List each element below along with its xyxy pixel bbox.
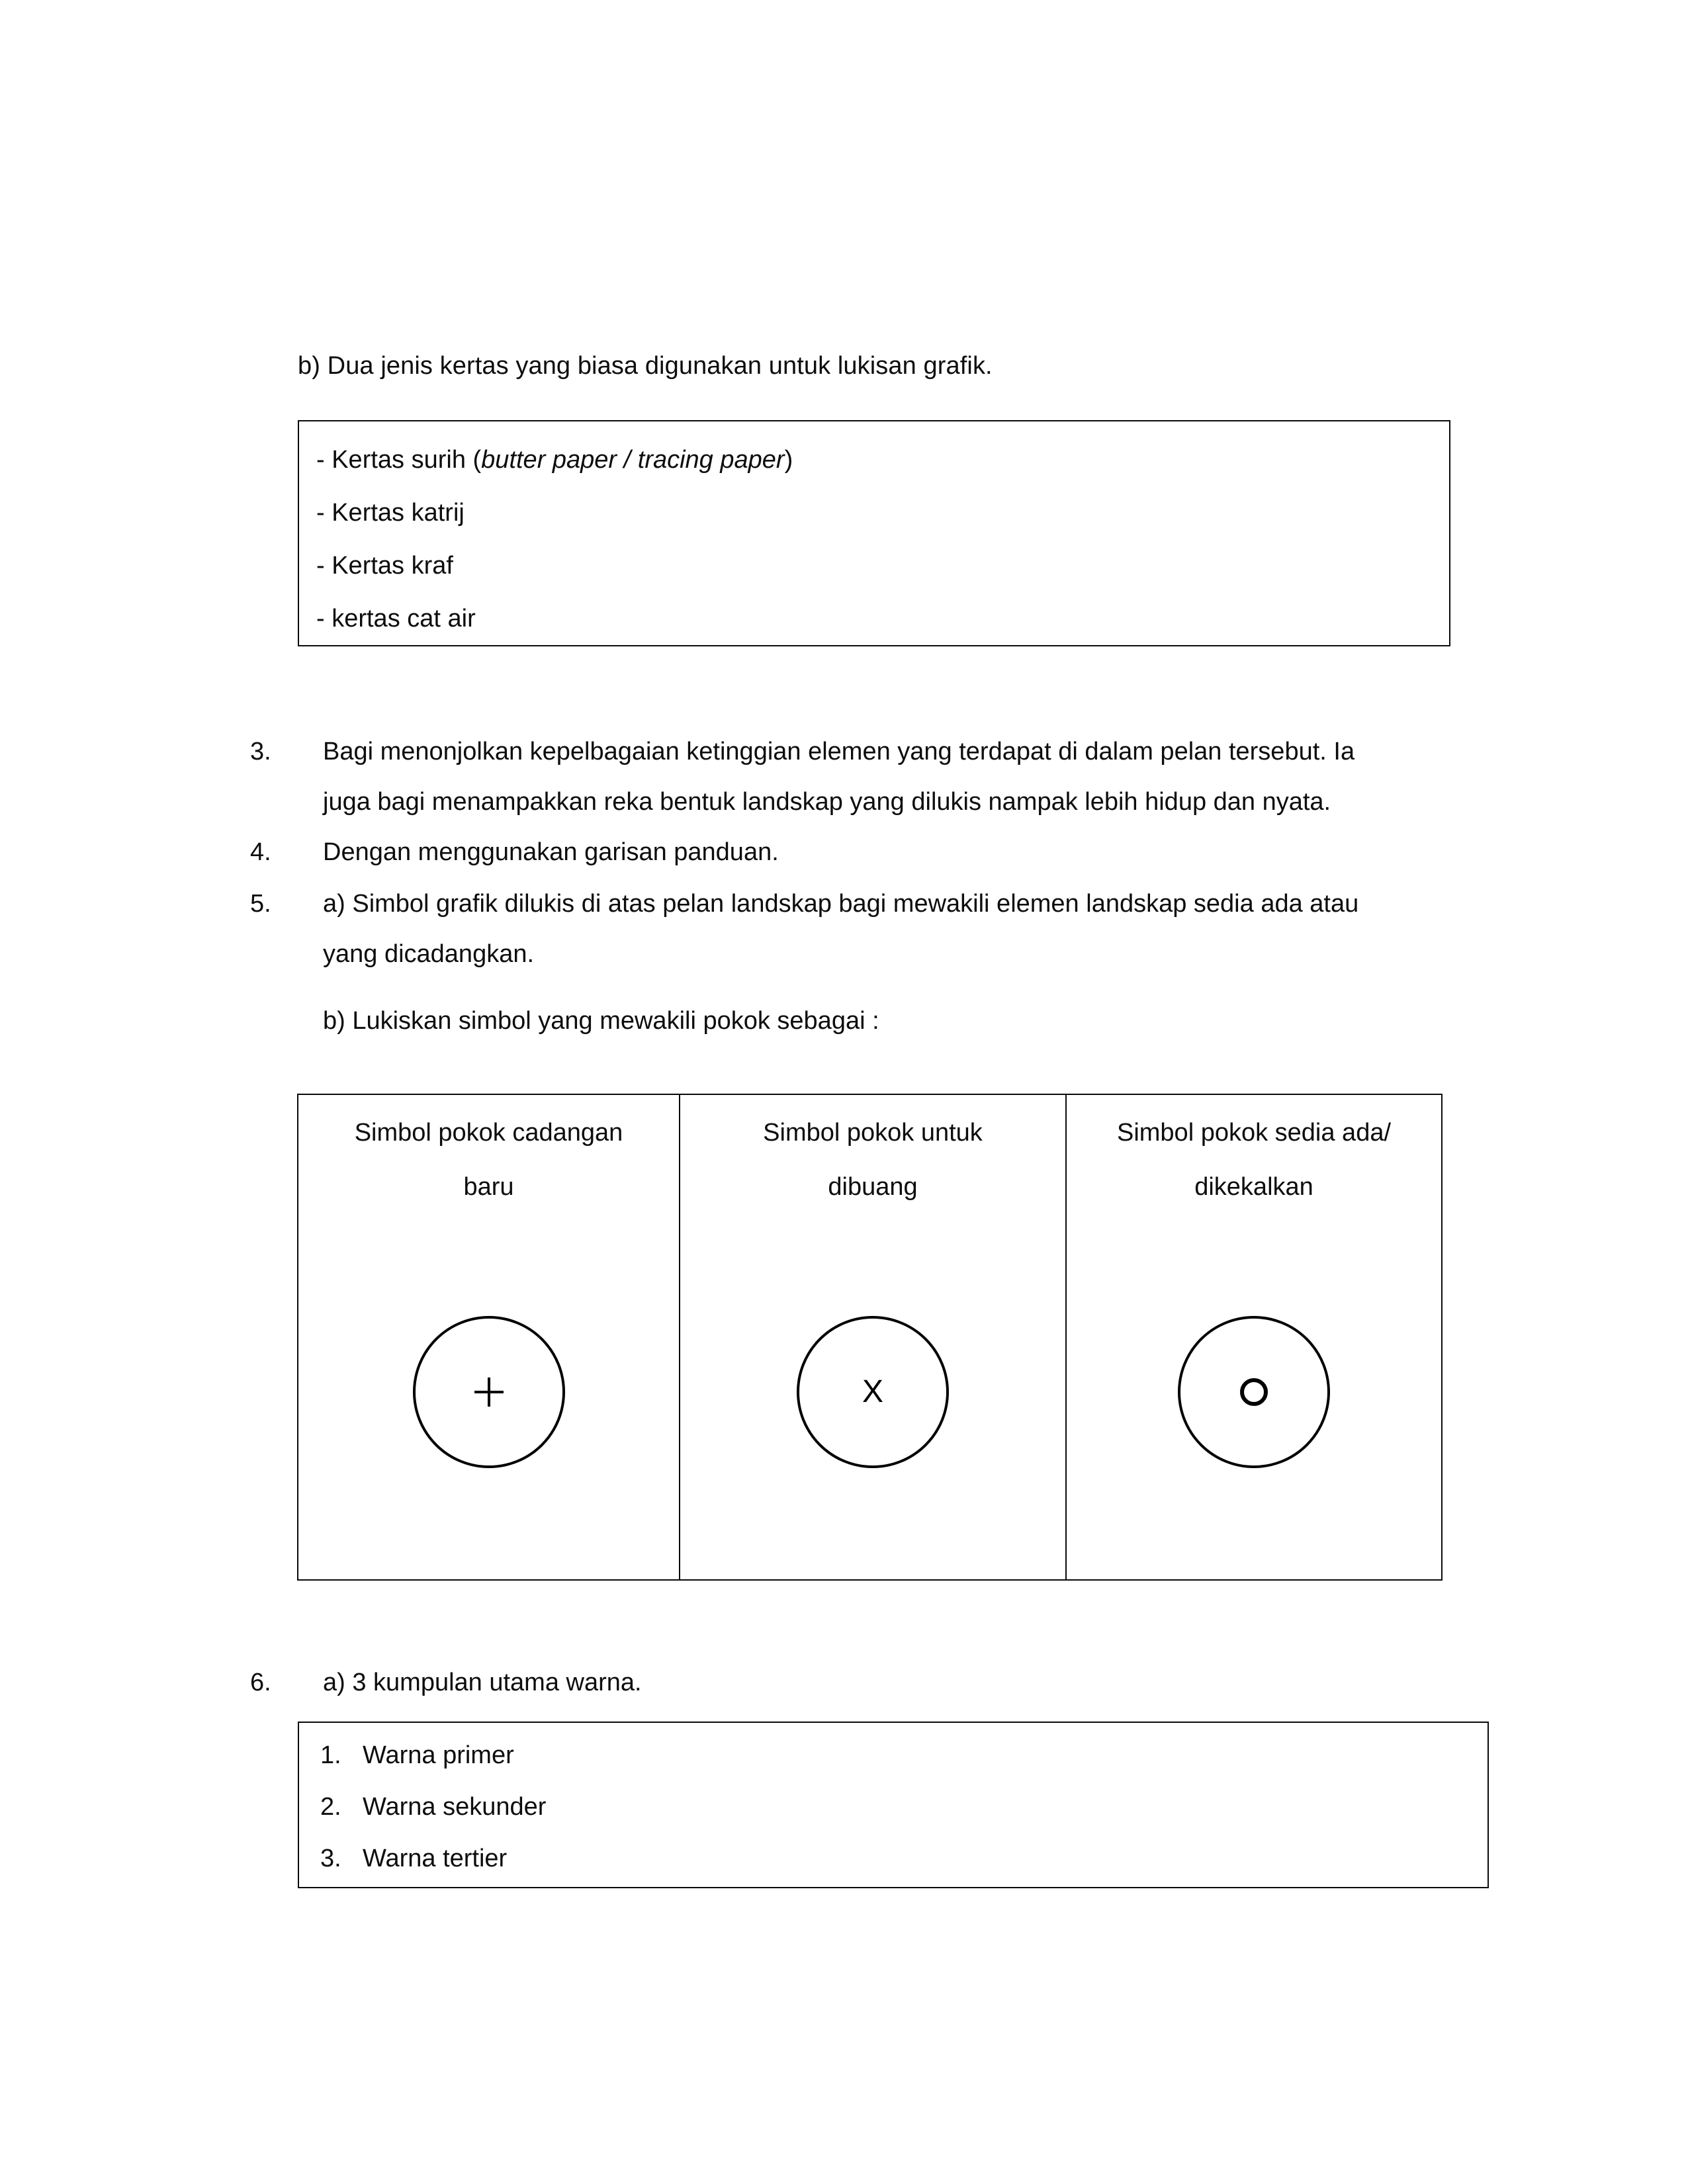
symbol-column-2-header-line-1: Simbol pokok untuk [763,1119,983,1147]
paper-types-item-1 [299,433,1449,486]
item-3-line-2: juga bagi menampakkan reka bentuk landskap yang dilukis nampak lebih hidup dan nyata. [323,788,1331,816]
item-4-line-1: Dengan menggunakan garisan panduan. [323,838,779,866]
symbol-column-3-header-line-2: dikekalkan [1194,1173,1313,1201]
item-3-marker: 3. [250,738,271,765]
item-4-marker: 4. [250,838,271,866]
item-5-marker: 5. [250,890,271,918]
numbered-item-5 [250,879,1494,929]
colour-groups-box [298,1722,1489,1888]
symbol-column-2-header [680,1095,1065,1214]
paper-item-1-tail: ) [784,446,793,474]
colour-item-1-number: 1. [320,1741,341,1769]
symbol-column-cadangan-baru [298,1095,680,1579]
numbered-item-3 [250,726,1494,827]
paper-types-item-2: - Kertas katrij [316,499,465,527]
circle-outline-icon [413,1316,565,1468]
symbol-column-1-header-line-2: baru [463,1173,514,1201]
small-circle-icon [1240,1378,1268,1406]
symbol-column-2-header-line-2: dibuang [828,1173,918,1201]
symbol-cell-2 [680,1214,1065,1579]
item-5-line-1: a) Simbol grafik dilukis di atas pelan landskap bagi mewakili elemen landskap sedia ada atau [323,890,1359,918]
paper-types-box [298,420,1450,646]
paper-types-item-4: - kertas cat air [316,605,476,633]
colour-group-item-1 [299,1729,1488,1781]
symbol-column-3-header [1067,1095,1441,1214]
symbol-table [297,1094,1443,1581]
symbol-cell-1 [298,1214,679,1579]
colour-item-1-label: Warna primer [363,1741,514,1769]
item-6-marker: 6. [250,1669,271,1696]
symbol-column-untuk-dibuang [680,1095,1067,1579]
numbered-item-6 [250,1657,1494,1708]
paper-item-1-text: - Kertas surih ( [316,446,482,474]
symbol-cell-3 [1067,1214,1441,1579]
paper-item-1-italic: butter paper / tracing paper [481,446,785,474]
paper-types-item-3: - Kertas kraf [316,552,453,580]
heading-paper-types: b) Dua jenis kertas yang biasa digunakan untuk lukisan grafik. [298,352,993,380]
colour-group-item-2 [299,1781,1488,1833]
circle-outline-icon [1178,1316,1330,1468]
symbol-column-3-header-line-1: Simbol pokok sedia ada/ [1116,1119,1392,1147]
item-5-b-prompt: b) Lukiskan simbol yang mewakili pokok sebagai : [323,1007,879,1035]
colour-item-2-label: Warna sekunder [363,1793,547,1821]
x-mark-icon: X [862,1374,883,1409]
colour-item-3-label: Warna tertier [363,1845,508,1872]
symbol-column-1-header-line-1: Simbol pokok cadangan [354,1119,623,1147]
plus-icon [474,1377,504,1407]
colour-item-3-number: 3. [320,1845,341,1872]
item-5-line-2: yang dicadangkan. [323,940,535,968]
symbol-column-sedia-ada [1067,1095,1441,1579]
circle-outline-icon [797,1316,949,1468]
colour-group-item-3 [299,1833,1488,1884]
item-6-line-1: a) 3 kumpulan utama warna. [323,1669,642,1696]
colour-item-2-number: 2. [320,1793,341,1821]
numbered-item-4 [250,827,1494,877]
symbol-column-1-header [298,1095,679,1214]
item-3-line-1: Bagi menonjolkan kepelbagaian ketinggian elemen yang terdapat di dalam pelan tersebut. Ia [323,738,1355,765]
